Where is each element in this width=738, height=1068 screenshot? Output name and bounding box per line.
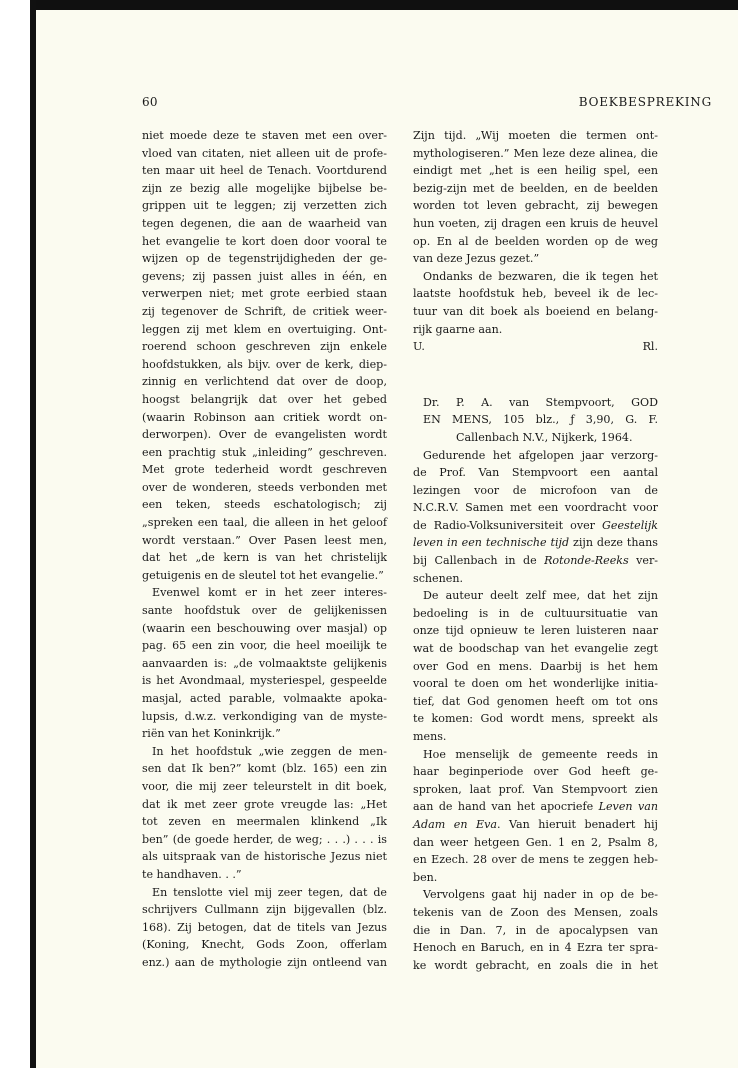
text-line: Zijn tijd. „Wij moeten die termen ont- bbox=[413, 129, 658, 142]
text-line: tuur van dit boek als boeiend en belang- bbox=[413, 304, 658, 318]
text-line: dan weer hetgeen Gen. 1 en 2, Psalm 8, bbox=[413, 835, 658, 849]
text-line: aanvaarden is: „de volmaaktste gelijkenis bbox=[142, 656, 387, 670]
text-line: schrijvers Cullmann zijn bijgevallen (blz. bbox=[142, 903, 387, 917]
text-line: ten maar uit heel de Tenach. Voortdurend bbox=[142, 164, 387, 178]
text-line: haar beginperiode over God heeft ge- bbox=[413, 765, 658, 779]
text-line bbox=[413, 517, 658, 535]
text-run: aan de hand van het apocriefe bbox=[413, 800, 599, 814]
heading-line: Callenbach N.V., Nijkerk, 1964. bbox=[456, 430, 633, 444]
text-line: (Koning, Knecht, Gods Zoon, offerlam bbox=[142, 938, 387, 952]
text-line: 168). Zij betogen, dat de titels van Jezus bbox=[142, 920, 387, 934]
text-line: en Ezech. 28 over de mens te zeggen heb- bbox=[413, 853, 658, 867]
text-line: N.C.R.V. Samen met een voordracht voor bbox=[413, 501, 658, 515]
text-line: En tenslotte viel mij zeer tegen, dat de bbox=[152, 885, 387, 899]
text-line: mens. bbox=[413, 730, 447, 743]
review-signature bbox=[413, 338, 658, 356]
text-line: het evangelie te kort doen door vooral te bbox=[142, 234, 387, 248]
text-line bbox=[413, 552, 658, 570]
text-line: onze tijd opnieuw te leren luisteren naar bbox=[413, 624, 658, 638]
text-line: over de wonderen, steeds verbonden met bbox=[142, 480, 387, 494]
text-line: verwerpen niet; met grote eerbied staan bbox=[142, 287, 387, 301]
text-line: hoofdstukken, als bijv. over de kerk, diep- bbox=[142, 357, 387, 371]
text-line: masjal, acted parable, volmaakte apoka- bbox=[142, 692, 387, 705]
text-line: een prachtig stuk „inleiding” geschreven. bbox=[142, 445, 387, 459]
text-line: tekenis van de Zoon des Mensen, zoals bbox=[413, 905, 658, 919]
text-line: tief, dat God genomen heeft om tot ons bbox=[413, 694, 658, 708]
heading-line: EN MENS, 105 blz., ƒ 3,90, G. F. bbox=[423, 413, 658, 427]
text-run: ver- bbox=[628, 554, 658, 568]
text-line: zinnig en verlichtend dat over de doop, bbox=[142, 375, 387, 389]
text-line bbox=[413, 816, 658, 834]
text-line bbox=[413, 534, 658, 552]
text-line: dat ik met zeer grote vreugde las: „Het bbox=[142, 797, 387, 811]
text-line: derworpen). Over de evangelisten wordt bbox=[142, 428, 387, 442]
text-line: vloed van citaten, niet alleen uit de profe- bbox=[142, 146, 387, 160]
book-page bbox=[36, 10, 738, 1068]
text-line: worden tot leven gebracht, zij bewegen bbox=[413, 199, 658, 213]
text-line: (waarin Robinson aan critiek wordt on- bbox=[142, 410, 387, 424]
text-line: wordt verstaan.” Over Pasen leest men, bbox=[142, 533, 387, 547]
text-line: De auteur deelt zelf mee, dat het zijn bbox=[423, 589, 658, 603]
text-line: over God en mens. Daarbij is het hem bbox=[413, 659, 658, 673]
text-line: Met grote tederheid wordt geschreven bbox=[142, 463, 387, 477]
text-line: ben” (de goede herder, de weg; . . .) . . . is bbox=[142, 832, 387, 846]
text-line: eindigt met „het is een heilig spel, een bbox=[413, 164, 658, 178]
running-title: BOEKBESPREKING bbox=[578, 95, 712, 109]
text-line: mythologiseren.” Men leze deze alinea, die bbox=[413, 146, 658, 160]
apocrypha-title-italic: Leven van bbox=[598, 800, 659, 814]
text-line: van deze Jezus gezet.” bbox=[413, 252, 540, 266]
text-line: schenen. bbox=[413, 571, 463, 585]
text-line: niet moede deze te staven met een over- bbox=[142, 129, 387, 142]
apocrypha-title-italic: Adam en Eva bbox=[413, 817, 497, 831]
text-line: laatste hoofdstuk heb, beveel ik de lec- bbox=[413, 287, 658, 301]
signature-initials: Rl. bbox=[642, 340, 658, 354]
text-line: lezingen voor de microfoon van de bbox=[413, 483, 658, 497]
text-line: te handhaven. . .” bbox=[142, 867, 242, 881]
text-run: . Van hieruit benadert hij bbox=[496, 817, 658, 831]
book-title-italic: leven in een technische tijd bbox=[413, 536, 570, 550]
text-line: wat de boodschap van het evangelie zegt bbox=[413, 642, 658, 656]
text-line: pag. 65 een zin voor, die heel moeilijk te bbox=[142, 639, 387, 653]
text-line: die in Dan. 7, in de apocalypsen van bbox=[413, 923, 658, 937]
text-line: grippen uit te leggen; zij verzetten zich bbox=[142, 199, 387, 213]
text-line: tegen degenen, die aan de waarheid van bbox=[142, 216, 387, 230]
text-line: zijn ze bezig alle mogelijke bijbelse be- bbox=[142, 181, 387, 195]
text-run: zijn deze thans bbox=[569, 536, 658, 550]
section-gap bbox=[413, 356, 658, 394]
text-line: Henoch en Baruch, en in 4 Ezra ter spra- bbox=[413, 941, 658, 955]
left-column bbox=[142, 127, 387, 972]
text-line: (waarin een beschouwing over masjal) op bbox=[142, 621, 387, 635]
text-line: op. En al de beelden worden op de weg bbox=[413, 234, 658, 248]
text-line: sante hoofdstuk over de gelijkenissen bbox=[142, 604, 387, 618]
series-title-italic: Rotonde-Reeks bbox=[544, 554, 629, 568]
text-line: riën van het Koninkrijk.” bbox=[142, 727, 281, 741]
text-line: ke wordt gebracht, en zoals die in het bbox=[413, 958, 658, 972]
text-line: sproken, laat prof. Van Stempvoort zien bbox=[413, 782, 658, 796]
text-line: dat het „de kern is van het christelijk bbox=[142, 551, 387, 565]
text-line: zij tegenover de Schrift, de critiek weer- bbox=[142, 304, 387, 318]
text-line: leggen zij met klem en overtuiging. Ont- bbox=[142, 322, 387, 336]
text-line: hoogst belangrijk dat over het gebed bbox=[142, 392, 387, 406]
text-line: lupsis, d.w.z. verkondiging van de myste- bbox=[142, 709, 387, 723]
text-line: gevens; zij passen juist alles in één, en bbox=[142, 269, 387, 283]
text-line: te komen: God wordt mens, spreekt als bbox=[413, 712, 658, 726]
text-line: bedoeling is in de cultuursituatie van bbox=[413, 606, 658, 620]
text-line: getuigenis en de sleutel tot het evangelie.” bbox=[142, 568, 384, 582]
text-line: Gedurende het afgelopen jaar verzorg- bbox=[423, 448, 658, 462]
text-line: wijzen op de tegenstrijdigheden der ge- bbox=[142, 252, 387, 266]
right-column bbox=[413, 127, 658, 974]
text-line: Vervolgens gaat hij nader in op de be- bbox=[423, 888, 658, 902]
text-line: is het Avondmaal, mysteriespel, gespeelde bbox=[142, 674, 387, 688]
review-heading bbox=[413, 394, 658, 447]
text-line: Hoe menselijk de gemeente reeds in bbox=[423, 747, 658, 761]
text-line: vooral te doen om het wonderlijke initia- bbox=[413, 677, 658, 691]
text-line: Ondanks de bezwaren, die ik tegen het bbox=[423, 269, 658, 283]
heading-line: Dr. P. A. van Stempvoort, GOD bbox=[423, 395, 658, 409]
text-line: tot zeven en meermalen klinkend „Ik bbox=[142, 815, 387, 829]
text-line: roerend schoon geschreven zijn enkele bbox=[142, 340, 387, 354]
text-line: als uitspraak van de historische Jezus niet bbox=[142, 850, 387, 864]
text-line: In het hoofdstuk „wie zeggen de men- bbox=[152, 744, 387, 758]
text-line: hun voeten, zij dragen een kruis de heuvel bbox=[413, 216, 658, 230]
text-run: de Radio-Volksuniversiteit over bbox=[413, 518, 595, 532]
text-line: enz.) aan de mythologie zijn ontleend van bbox=[142, 955, 387, 969]
book-title-italic: Geestelijk bbox=[602, 518, 658, 532]
scan-edge-top bbox=[30, 0, 738, 10]
text-line: de Prof. Van Stempvoort een aantal bbox=[413, 466, 658, 480]
text-run: bij Callenbach in de bbox=[413, 554, 545, 568]
signature-place: U. bbox=[413, 340, 425, 354]
text-line: „spreken een taal, die alleen in het geloof bbox=[142, 516, 387, 530]
text-line bbox=[413, 798, 658, 816]
text-line: bezig-zijn met de beelden, en de beelden bbox=[413, 181, 658, 195]
text-line: een teken, steeds eschatologisch; zij bbox=[142, 498, 387, 512]
text-line: sen dat Ik ben?” komt (blz. 165) een zin bbox=[142, 762, 387, 776]
text-line: Evenwel komt er in het zeer interes- bbox=[152, 586, 387, 600]
text-line: ben. bbox=[413, 870, 438, 884]
text-line: voor, die mij zeer teleurstelt in dit boek, bbox=[142, 779, 387, 793]
text-line: rijk gaarne aan. bbox=[413, 322, 503, 336]
page-number: 60 bbox=[142, 95, 158, 109]
